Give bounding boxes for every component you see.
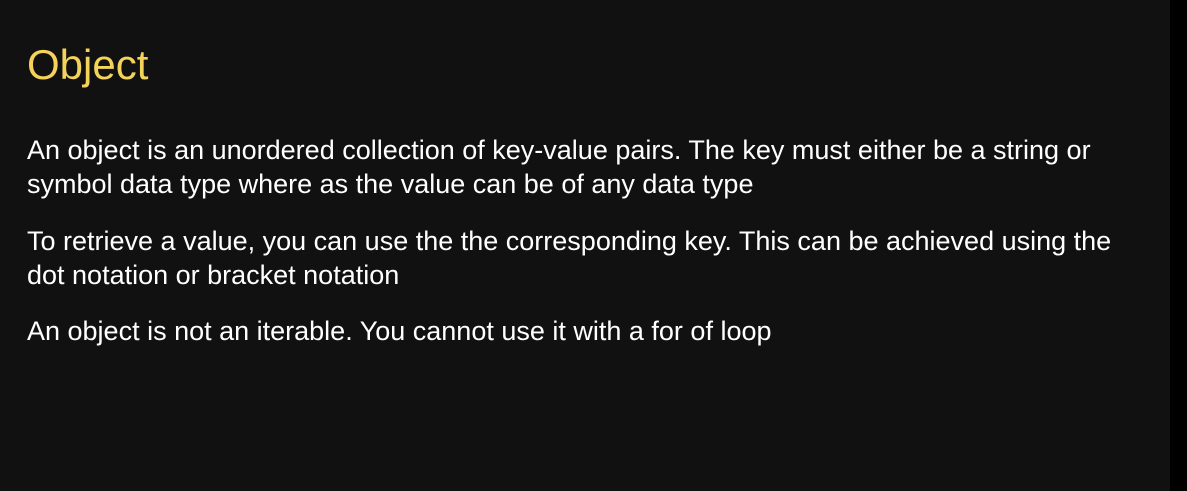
right-black-edge: [1170, 0, 1187, 491]
slide-title: Object: [27, 41, 149, 88]
paragraph-not-iterable: An object is not an iterable. You cannot use it with a for of loop: [27, 316, 772, 346]
paragraph-definition: An object is an unordered collection of key-value pairs. The key must either be a string or symbol data type where as the value can be of any data type: [27, 135, 1091, 199]
paragraph-retrieve-value: To retrieve a value, you can use the the corresponding key. This can be achieved using the dot notation or bracket notation: [27, 226, 1112, 290]
